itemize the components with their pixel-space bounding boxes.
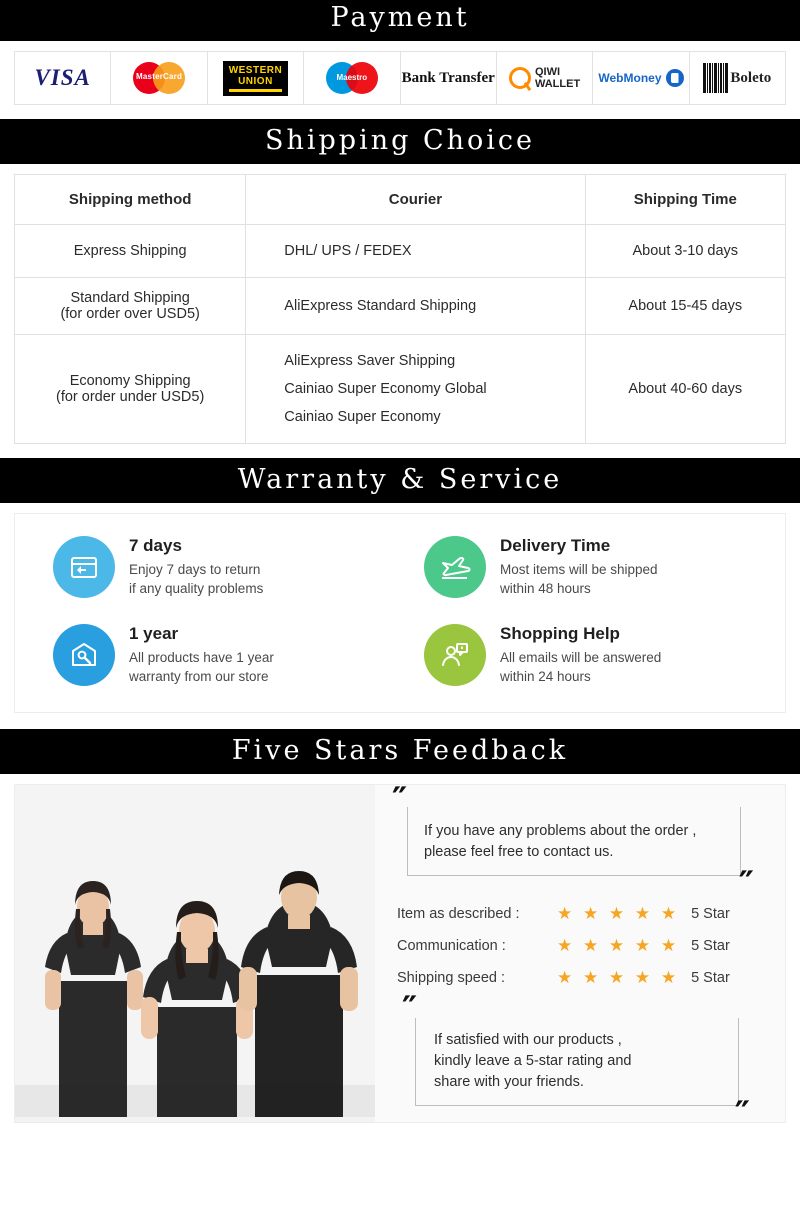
warranty-title: 7 days xyxy=(129,536,182,555)
rating-request-line: share with your friends. xyxy=(434,1074,584,1090)
payment-method-maestro xyxy=(304,52,400,104)
ratings-list xyxy=(397,904,769,988)
bank-transfer-icon: Bank Transfer xyxy=(401,69,495,86)
warranty-desc-line: within 24 hours xyxy=(500,669,591,684)
warranty-desc-line: All products have 1 year xyxy=(129,650,274,665)
shipping-section xyxy=(0,164,800,458)
star-rating-icon: ★ ★ ★ ★ ★ xyxy=(557,904,680,923)
warranty-title: Shopping Help xyxy=(500,624,620,643)
warranty-text-delivery-time xyxy=(500,536,658,598)
cell-method-economy xyxy=(15,335,246,444)
webmoney-label: WebMoney xyxy=(598,71,662,85)
mastercard-icon xyxy=(133,62,185,94)
warranty-item-7-days xyxy=(29,536,400,598)
western-union-label-1: WESTERN xyxy=(228,64,283,76)
method-label: Express Shipping xyxy=(73,243,187,259)
rating-label: Item as described : xyxy=(397,906,520,922)
boleto-icon xyxy=(703,63,771,93)
star-rating-icon: ★ ★ ★ ★ ★ xyxy=(557,968,680,987)
western-union-label-2: UNION xyxy=(238,75,273,87)
warranty-item-1-year xyxy=(29,624,400,686)
column-header-courier: Courier xyxy=(246,175,585,225)
mastercard-label: MasterCard xyxy=(136,72,183,81)
warranty-grid xyxy=(14,513,786,713)
rating-value: 5 Star xyxy=(691,906,730,922)
cell-courier-standard xyxy=(246,278,585,335)
airplane-icon xyxy=(424,536,486,598)
maestro-label: Maestro xyxy=(336,73,368,82)
rating-label: Communication : xyxy=(397,938,506,954)
courier-label: AliExpress Standard Shipping xyxy=(284,298,477,314)
payment-section xyxy=(0,41,800,119)
warranty-text-1-year xyxy=(129,624,274,686)
return-box-icon xyxy=(53,536,115,598)
support-agent-icon xyxy=(424,624,486,686)
contact-quote-line: please feel free to contact us. xyxy=(424,844,614,860)
payment-method-boleto xyxy=(690,52,785,104)
rating-request-quote xyxy=(402,989,750,1123)
courier-label: Cainiao Super Economy Global xyxy=(284,381,487,397)
cell-time-standard: About 15-45 days xyxy=(585,278,785,335)
feedback-details xyxy=(375,785,785,1122)
western-union-icon xyxy=(223,61,289,96)
feedback-section-title: Five Stars Feedback xyxy=(0,729,800,774)
payment-method-bank-transfer xyxy=(401,52,497,104)
courier-label: Cainiao Super Economy xyxy=(284,409,441,425)
cell-courier-economy xyxy=(246,335,585,444)
payment-method-visa xyxy=(15,52,111,104)
rating-value: 5 Star xyxy=(691,970,730,986)
column-header-method: Shipping method xyxy=(15,175,246,225)
courier-label: AliExpress Saver Shipping xyxy=(284,353,456,369)
method-sublabel: (for order under USD5) xyxy=(56,389,205,405)
boleto-label: Boleto xyxy=(730,69,772,86)
warranty-section-title: Warranty & Service xyxy=(0,458,800,503)
payment-section-title: Payment xyxy=(0,0,800,41)
payment-method-qiwi xyxy=(497,52,593,104)
warranty-desc-line: All emails will be answered xyxy=(500,650,662,665)
contact-quote xyxy=(392,784,754,904)
visa-icon: VISA xyxy=(34,65,91,90)
cell-time-economy: About 40-60 days xyxy=(585,335,785,444)
table-header-row xyxy=(15,175,786,225)
warranty-item-shopping-help xyxy=(400,624,771,686)
rating-row-shipping-speed xyxy=(397,968,769,988)
method-label: Standard Shipping xyxy=(70,290,190,306)
table-row xyxy=(15,335,786,444)
rating-label: Shipping speed : xyxy=(397,970,506,986)
qiwi-icon xyxy=(509,66,580,90)
quote-open-icon: ″ xyxy=(392,784,408,820)
contact-quote-line: If you have any problems about the order , xyxy=(424,823,697,839)
warranty-desc-line: Enjoy 7 days to return xyxy=(129,562,261,577)
quote-close-icon: ″ xyxy=(734,1094,750,1123)
table-row xyxy=(15,225,786,278)
warranty-text-shopping-help xyxy=(500,624,661,686)
cell-method-express xyxy=(15,225,246,278)
warranty-desc-line: warranty from our store xyxy=(129,669,269,684)
team-photo xyxy=(15,785,375,1122)
cell-method-standard xyxy=(15,278,246,335)
method-label: Economy Shipping xyxy=(69,373,191,389)
rating-request-line: If satisfied with our products , xyxy=(434,1032,622,1048)
shipping-table xyxy=(14,174,786,444)
webmoney-dot-icon xyxy=(666,69,684,87)
cell-time-express: About 3-10 days xyxy=(585,225,785,278)
table-row xyxy=(15,278,786,335)
warranty-title: 1 year xyxy=(129,624,179,643)
warranty-section xyxy=(0,503,800,729)
method-sublabel: (for order over USD5) xyxy=(60,306,200,322)
rating-row-item-as-described xyxy=(397,904,769,924)
qiwi-label-2: WALLET xyxy=(534,78,581,90)
rating-row-communication xyxy=(397,936,769,956)
feedback-box xyxy=(14,784,786,1123)
qiwi-circle-icon xyxy=(509,67,531,89)
warranty-desc-line: Most items will be shipped xyxy=(500,562,658,577)
payment-method-mastercard xyxy=(111,52,207,104)
maestro-icon xyxy=(326,62,378,94)
payment-method-webmoney xyxy=(593,52,689,104)
feedback-section xyxy=(0,774,800,1137)
barcode-icon xyxy=(703,63,728,93)
qiwi-label-1: QIWI xyxy=(534,66,561,78)
quote-open-icon: ″ xyxy=(402,989,418,1029)
quote-close-icon: ″ xyxy=(738,864,754,904)
webmoney-icon xyxy=(598,69,683,87)
warranty-item-delivery-time xyxy=(400,536,771,598)
courier-label: DHL/ UPS / FEDEX xyxy=(284,243,412,259)
warranty-wrench-icon xyxy=(53,624,115,686)
column-header-time: Shipping Time xyxy=(585,175,785,225)
warranty-desc-line: if any quality problems xyxy=(129,581,264,596)
cell-courier-express xyxy=(246,225,585,278)
shipping-section-title: Shipping Choice xyxy=(0,119,800,164)
warranty-title: Delivery Time xyxy=(500,536,611,555)
star-rating-icon: ★ ★ ★ ★ ★ xyxy=(557,936,680,955)
rating-request-line: kindly leave a 5-star rating and xyxy=(434,1053,632,1069)
payment-methods-row xyxy=(14,51,786,105)
rating-value: 5 Star xyxy=(691,938,730,954)
warranty-text-7-days xyxy=(129,536,263,598)
warranty-desc-line: within 48 hours xyxy=(500,581,591,596)
payment-method-western-union xyxy=(208,52,304,104)
